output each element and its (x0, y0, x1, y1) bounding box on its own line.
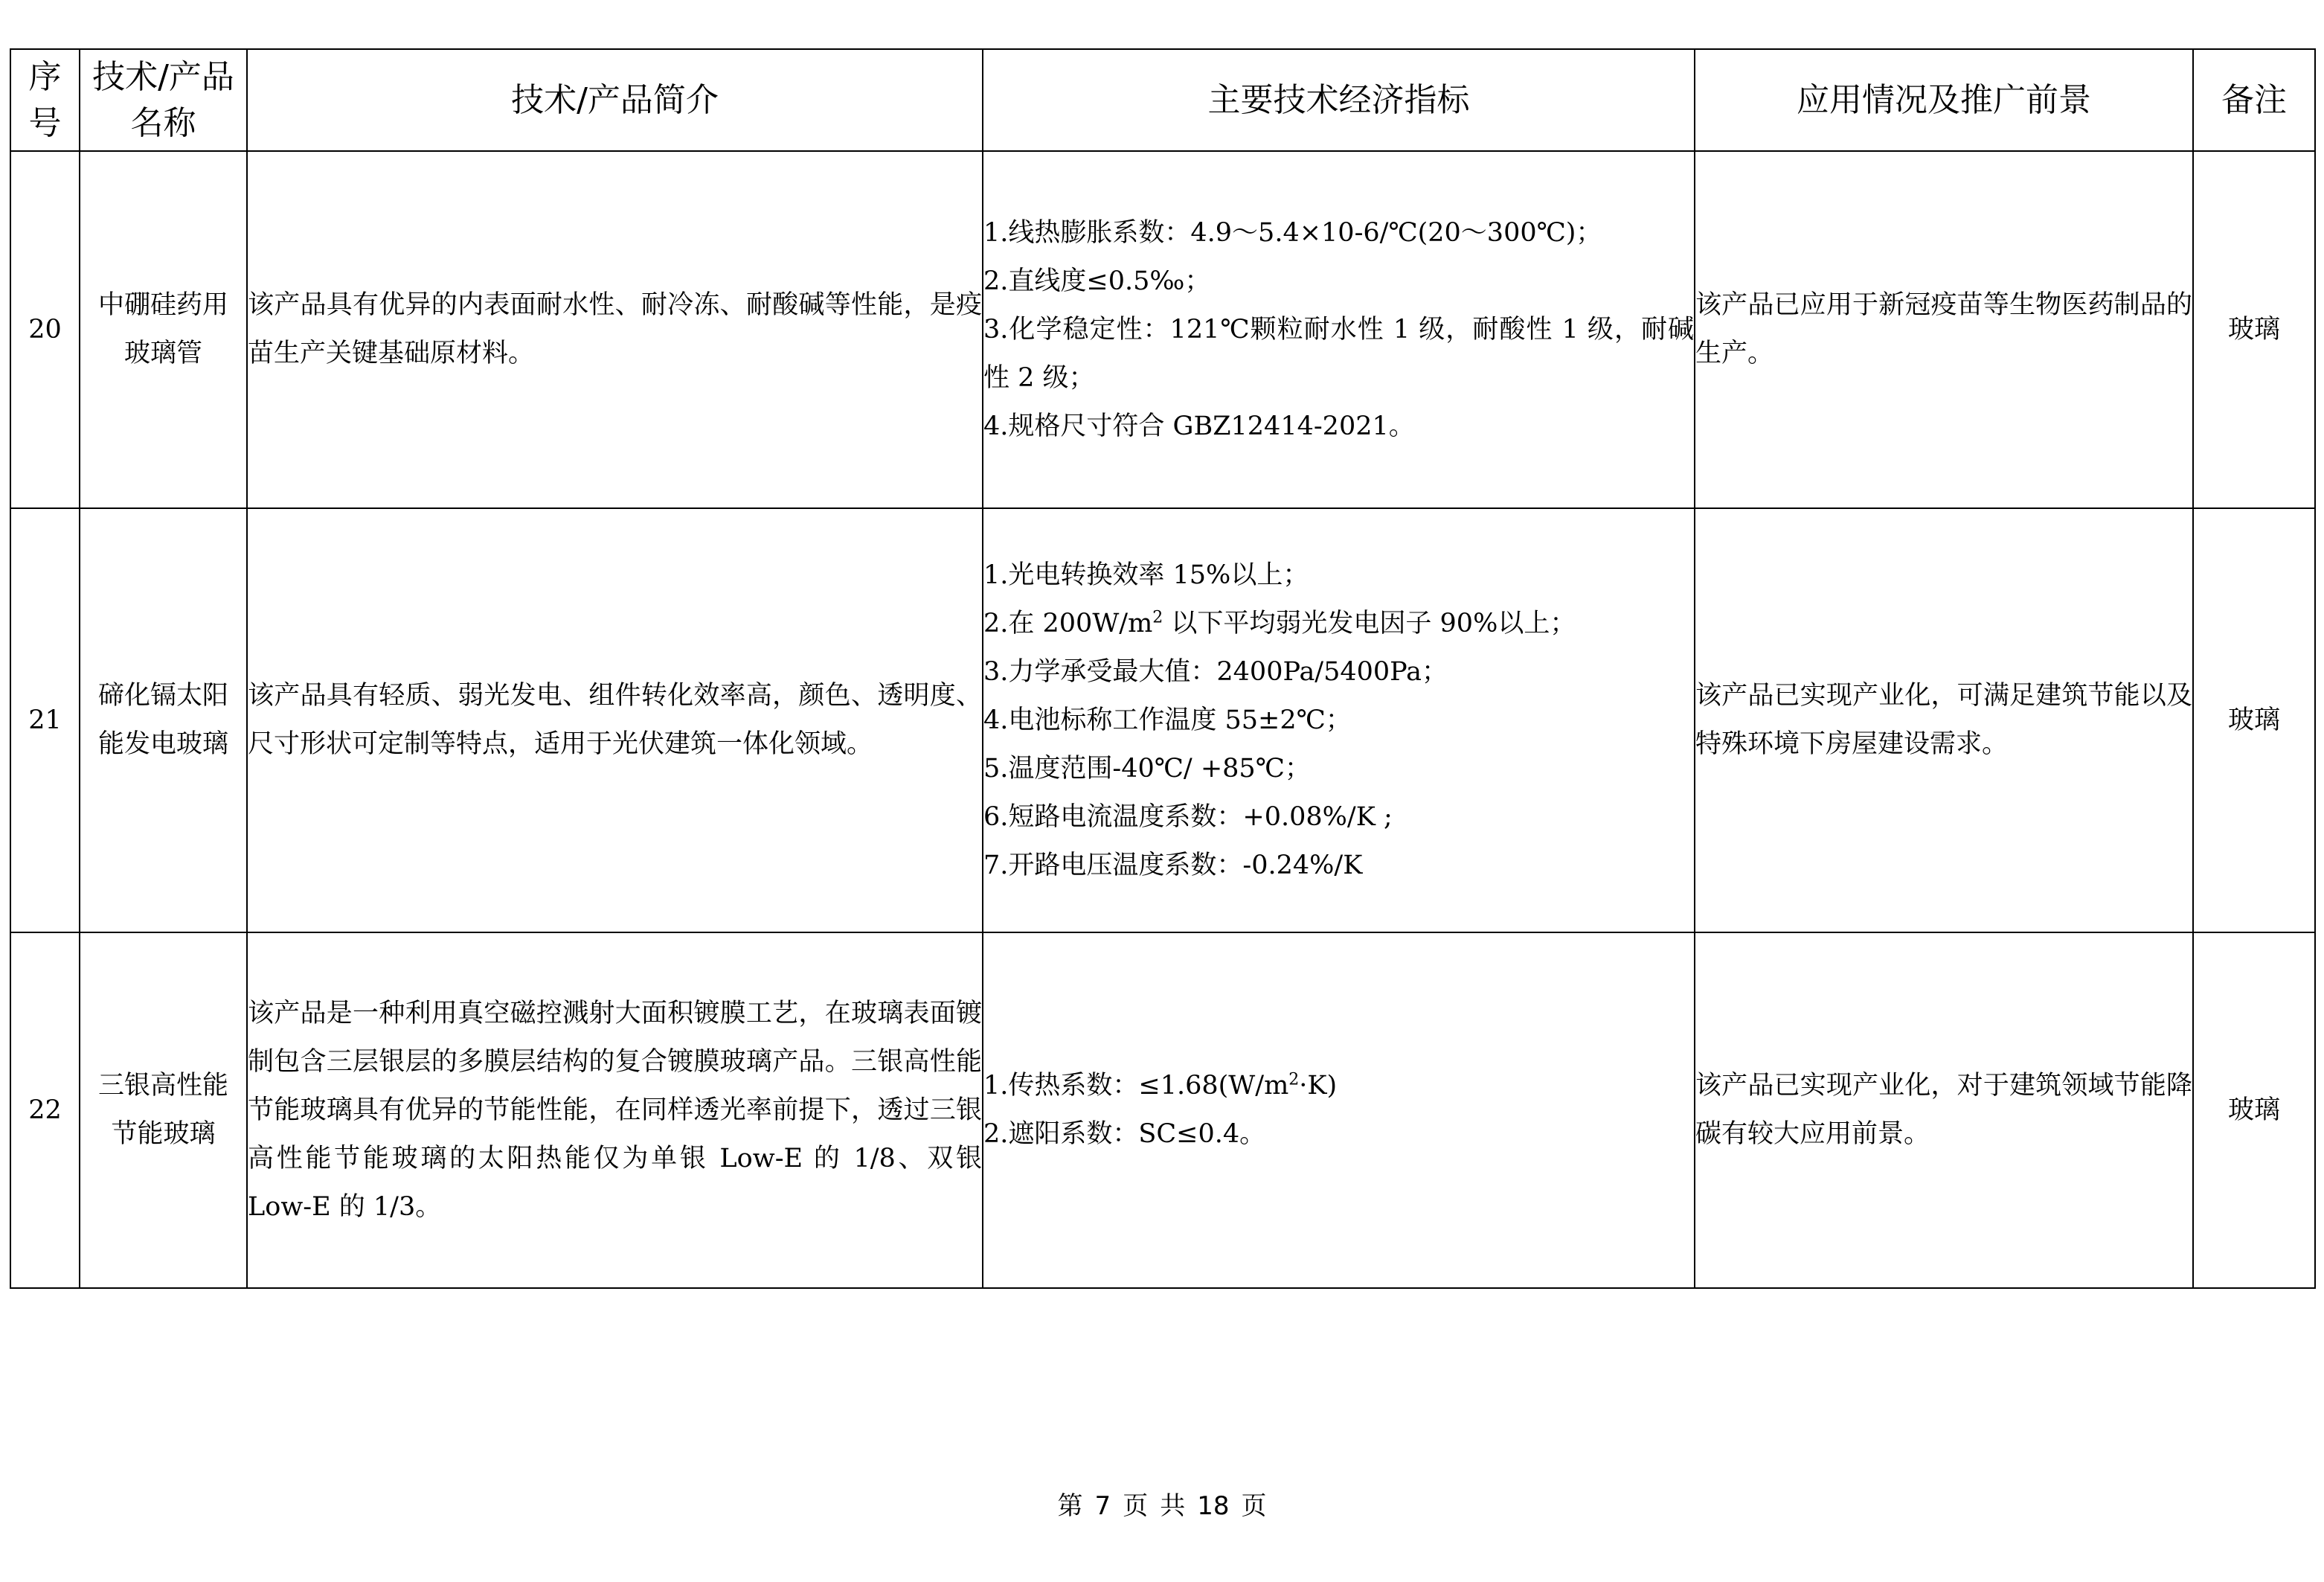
header-application: 应用情况及推广前景 (1695, 49, 2193, 151)
row-application: 该产品已实现产业化，可满足建筑节能以及特殊环境下房屋建设需求。 (1695, 508, 2193, 932)
total-page-number: 18 (1197, 1491, 1230, 1521)
header-intro: 技术/产品简介 (247, 49, 983, 151)
page-footer: 第 7 页 共 18 页 (1057, 1491, 1267, 1521)
row-seq: 21 (10, 508, 80, 932)
table-row (10, 508, 2315, 932)
table-row (10, 151, 2315, 508)
row-intro: 该产品是一种利用真空磁控溅射大面积镀膜工艺，在玻璃表面镀制包含三层银层的多膜层结构的复合镀膜玻璃产品。三银高性能节能玻璃具有优异的节能性能，在同样透光率前提下，透过三银高性能节能玻璃的太阳热能仅为单银 Low-E 的 1/8、双银 Low-E 的 1/3。 (247, 932, 983, 1288)
header-remark: 备注 (2193, 49, 2315, 151)
row-name: 三银高性能 节能玻璃 (80, 932, 247, 1288)
row-intro: 该产品具有轻质、弱光发电、组件转化效率高，颜色、透明度、尺寸形状可定制等特点，适用于光伏建筑一体化领域。 (247, 508, 983, 932)
current-page-number: 7 (1094, 1491, 1111, 1521)
row-name: 中硼硅药用 玻璃管 (80, 151, 247, 508)
header-name: 技术/产品 名称 (80, 49, 247, 151)
row-indicators: 1.光电转换效率 15%以上； 2.在 $200W/m^2$ 以下平均弱光发电因子 90%以上； 3.力学承受最大值：2400Pa/5400Pa； 4.电池标称工作温度 55±2℃； 5.温度范围-40℃/ +85℃； 6.短路电流温度系数：+0.08%/K ; 7.开路电压温度系数：-0.24%/K (983, 508, 1695, 932)
table-row (10, 932, 2315, 1288)
header-indicators: 主要技术经济指标 (983, 49, 1695, 151)
row-application: 该产品已应用于新冠疫苗等生物医药制品的生产。 (1695, 151, 2193, 508)
row-indicators: 1.线热膨胀系数：4.9～5.4×10-6/℃(20～300℃)； 2.直线度≤0.5‰； 3.化学稳定性：121℃颗粒耐水性 1 级，耐酸性 1 级，耐碱性 2 级； 4.规格尺寸符合 GBZ12414-2021。 (983, 151, 1695, 508)
table-header-row (10, 49, 2315, 151)
row-seq: 20 (10, 151, 80, 508)
row-application: 该产品已实现产业化，对于建筑领域节能降碳有较大应用前景。 (1695, 932, 2193, 1288)
row-remark: 玻璃 (2193, 932, 2315, 1288)
row-indicators: 1.传热系数：$\le 1.68(W/m^2\cdot K)$ 2.遮阳系数：SC≤0.4。 (983, 932, 1695, 1288)
row-name: 碲化镉太阳 能发电玻璃 (80, 508, 247, 932)
row-remark: 玻璃 (2193, 151, 2315, 508)
row-intro: 该产品具有优异的内表面耐水性、耐冷冻、耐酸碱等性能，是疫苗生产关键基础原材料。 (247, 151, 983, 508)
row-remark: 玻璃 (2193, 508, 2315, 932)
row-seq: 22 (10, 932, 80, 1288)
header-seq: 序 号 (10, 49, 80, 151)
product-table (10, 48, 2316, 1289)
